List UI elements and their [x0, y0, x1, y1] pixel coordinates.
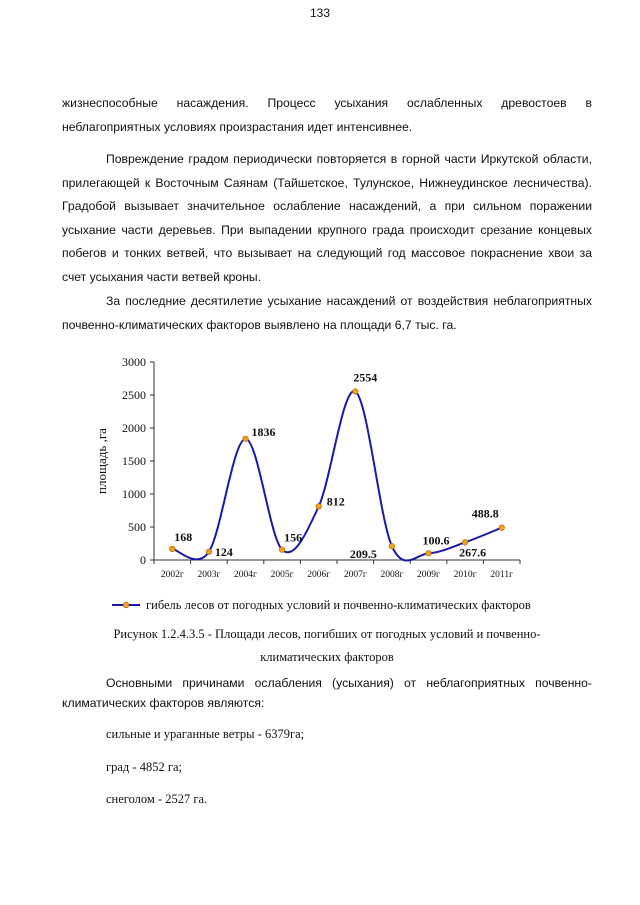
- data-label: 812: [326, 494, 345, 509]
- data-label: 1836: [251, 424, 276, 439]
- data-point: [170, 546, 176, 552]
- data-point: [206, 549, 212, 555]
- y-tick-label: 3000: [122, 355, 146, 369]
- x-tick-label: 2006г: [307, 570, 331, 580]
- data-label: 100.6: [422, 533, 450, 548]
- x-tick-label: 2004г: [234, 570, 257, 580]
- data-point: [426, 551, 432, 557]
- y-tick-label: 2500: [122, 388, 146, 402]
- page-number: 133: [309, 6, 331, 20]
- x-tick-label: 2010г: [453, 570, 477, 580]
- chart: [92, 348, 552, 618]
- figure-caption-line-1: Рисунок 1.2.4.3.5 - Площади лесов, погибших от погодных условий и почвенно-: [113, 627, 541, 641]
- x-tick-label: 2005г: [270, 570, 294, 580]
- y-tick-label: 2000: [122, 421, 146, 435]
- data-label: 156: [284, 530, 303, 545]
- data-point: [389, 543, 395, 549]
- list-item-winds: сильные и ураганные ветры - 6379га;: [106, 727, 305, 741]
- legend-label: гибель лесов от погодных условий и почвенно-климатических факторов: [146, 598, 531, 612]
- y-axis-title: площадь ,га: [94, 428, 109, 494]
- x-tick-label: 2003г: [197, 570, 221, 580]
- legend-marker: [123, 602, 129, 608]
- x-tick-label: 2002г: [160, 570, 184, 580]
- list-item-hail: град - 4852 га;: [106, 760, 182, 774]
- figure-caption-line-2: климатических факторов: [260, 650, 394, 664]
- data-point: [499, 525, 505, 531]
- data-label: 267.6: [459, 545, 487, 560]
- data-point: [316, 504, 322, 510]
- paragraph-causes: Основными причинами ослабления (усыхания) от неблагоприятных почвенно-климатических факторов являются:: [62, 676, 592, 710]
- paragraph-1: жизнеспособные насаждения. Процесс усыхания ослабленных древостоев в неблагоприятных условиях произрастания идет интенсивнее.: [62, 96, 592, 134]
- list-item-snowbreak: снеголом - 2527 га.: [106, 792, 208, 806]
- y-tick-label: 0: [140, 553, 146, 567]
- data-point: [353, 389, 359, 395]
- y-tick-label: 500: [128, 520, 146, 534]
- line-chart: [92, 348, 552, 618]
- data-label: 124: [214, 544, 233, 559]
- x-tick-label: 2008г: [380, 570, 404, 580]
- data-label: 209.5: [349, 547, 377, 562]
- data-label: 168: [174, 529, 193, 544]
- x-tick-label: 2009г: [417, 570, 440, 580]
- data-label: 488.8: [471, 506, 499, 521]
- x-tick-label: 2007г: [343, 570, 367, 580]
- data-point: [462, 540, 468, 546]
- paragraph-3: За последние десятилетие усыхание насаждений от воздействия неблагоприятных почвенно-климатических факторов выявлено на площади 6,7 тыс. га.: [62, 294, 592, 332]
- y-tick-label: 1000: [122, 487, 146, 501]
- y-tick-label: 1500: [122, 454, 146, 468]
- data-point: [279, 547, 285, 553]
- series-line: [172, 391, 501, 560]
- x-tick-label: 2011г: [490, 570, 513, 580]
- paragraph-2: Повреждение градом периодически повторяется в горной части Иркутской области, прилегающей к Восточным Саянам (Тайшетское, Тулунское, Нижнеудинское лесничества). Градобой вызывает значительное ослабление насаждений, а при сильном поражении усыхание части деревьев. При выпадении крупного града происходит срезание концевых побегов и тонких ветвей, что вызывает на следующий год массовое покраснение хвои за счет усыхания части ветвей кроны.: [62, 152, 592, 284]
- data-label: 2554: [353, 370, 378, 385]
- data-point: [243, 436, 249, 442]
